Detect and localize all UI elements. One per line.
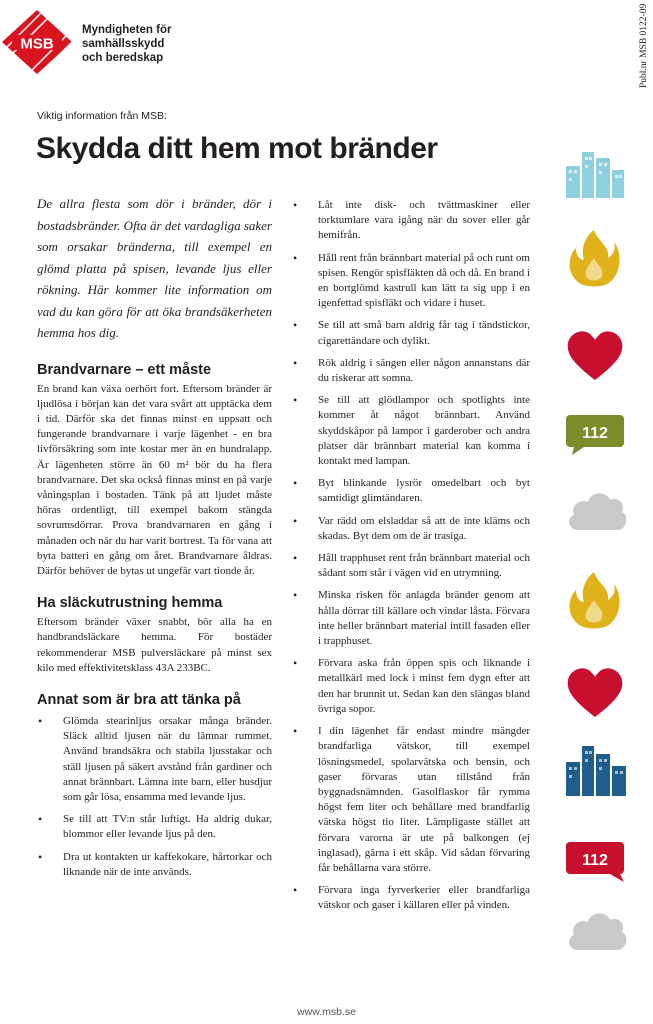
list-item: • Minska risken för anlagda bränder genom att hålla dörrar till källare och vindar låsta. Förvara inte heller brännbart material intill fasaden eller i trapphuset. — [292, 588, 530, 649]
publication-number: Publ.nr MSB 0122-09 — [639, 4, 649, 89]
badge-112-text: 112 — [582, 852, 608, 869]
org-line-1: Myndigheten för — [82, 24, 172, 36]
footer-url[interactable]: www.msb.se — [297, 1006, 356, 1018]
section-text-smoke-alarm: En brand kan växa oerhört fort. Eftersom bränder är ljudlösa i början kan det vara svårt att upptäcka dem i tid. Därför ska det finnas minst en uppsatt och fungerande brandvarnare i varje lägenhet - en bra livförsäkring som inte kostar mer än en hundralapp. Är lägenheten större än 60 m² bör du ha flera brandvarnare. Det ska också finnas minst en på varje våningsplan i bostaden. Tänk på att ljudet måste höras ordentligt, till exempel bakom stängda sovrumsdörrar. Prova brandvarnaren en gång i månaden och när du har varit bortrest. Ta för vana att byta batteri en gång om året. Brandvarnare åldras. Därför behöver de bytas ut ungefär vart tionde år. — [37, 382, 272, 577]
buildings-icon — [564, 740, 634, 796]
list-item: • Håll rent från brännbart material på och runt om spisen. Rengör spisfläkten då och då. En brand i en bortglömd kastrull kan lätt ta sig upp i en igenfettad spisfläkt och vidare i huset. — [292, 251, 530, 312]
list-item: • Glömda stearinljus orsakar många bränder. Släck alltid ljusen när du lämnar rummet. Använd brandsäkra och stabila ljusstakar och ställ ljusen på säkert avstånd från gardiner och annat brännbart. Lämna inte barn, eller husdjur som går lösa, ensamma med levande ljus. — [37, 714, 272, 805]
left-column — [37, 193, 272, 887]
intro-text: De allra flesta som dör i bränder, dör i bostadsbränder. Ofta är det vardagliga saker som orsakar bränderna, till exempel en glömd platta på spisen, levande ljus eller rökning. Här kommer lite information om vad du kan göra för att öka brandsäkerheten hemma hos dig. — [37, 196, 272, 340]
msb-logo — [2, 10, 72, 74]
page-title: Skydda ditt hem mot bränder — [36, 132, 438, 165]
flame-icon — [564, 228, 624, 290]
list-item: • Rök aldrig i sängen eller någon annanstans där du riskerar att somna. — [292, 356, 530, 386]
buildings-icon — [564, 148, 634, 198]
kicker: Viktig information från MSB: — [37, 110, 167, 122]
list-item: • I din lägenhet får endast mindre mängder brandfarliga vätskor, till exempel lösningsmedel, spolarvätska och bensin, och gaser förvaras utan tillstånd från byggnadsnämnden. Gasolflaskor får rymma högst fem liter och behållare med brandfarlig vätska högst tio liter. Lämpligaste stället att förvara varorna är ute på balkongen (ej inglasad), gärna i ett skåp. Vid sådan förvaring får behållarna vara större. — [292, 724, 530, 876]
org-line-3: och beredskap — [82, 52, 164, 64]
list-item: • Se till att glödlampor och spotlights inte kommer åt något brännbart. Använd skyddskåpor på lampor i garderober och andra platser där brännbart material kan komma i kontakt med lampan. — [292, 393, 530, 469]
right-bullet-list — [292, 198, 530, 914]
flame-icon — [564, 566, 624, 636]
heart-icon — [564, 664, 626, 720]
list-item: • Se till att små barn aldrig får tag i tändstickor, cigarettändare och dylikt. — [292, 318, 530, 348]
org-line-2: samhällsskydd — [82, 38, 165, 50]
section-text-extinguisher: Eftersom bränder växer snabbt, bör alla ha en handbrandsläckare hemma. För bostäder rekommenderar MSB pulversläckare på minst sex kilo med effektivitetsklass 43A 233BC. — [37, 616, 272, 674]
list-item: • Låt inte disk- och tvättmaskiner eller torktumlare vara igång när du sover eller går hemifrån. — [292, 198, 530, 244]
logo-text: MSB — [20, 35, 54, 53]
cloud-icon — [564, 488, 630, 534]
cloud-icon — [564, 908, 630, 954]
list-item: • Håll trapphuset rent från brännbart material och sådant som står i vägen vid en utrymning. — [292, 551, 530, 581]
list-item: • Förvara inga fyrverkerier eller brandfarliga vätskor och gaser i källaren eller på vinden. — [292, 883, 530, 913]
section-heading-extinguisher: Ha släckutrustning hemma — [37, 595, 223, 612]
list-item: • Var rädd om elsladdar så att de inte kläms och skadas. Byt dem om de är trasiga. — [292, 514, 530, 544]
section-heading-other: Annat som är bra att tänka på — [37, 691, 241, 708]
section-heading-smoke-alarm: Brandvarnare – ett måste — [37, 361, 212, 378]
list-item: • Dra ut kontakten ur kaffekokare, hårtorkar och liknande när de inte används. — [37, 850, 272, 880]
list-item: • Se till att TV:n står luftigt. Ha aldrig dukar, blommor eller levande ljus på den. — [37, 812, 272, 842]
left-bullet-list — [37, 714, 272, 880]
list-item: • Byt blinkande lysrör omedelbart och byt samtidigt glimtändaren. — [292, 476, 530, 506]
emergency-112-badge-icon — [564, 413, 630, 455]
emergency-112-badge-icon — [564, 840, 630, 882]
heart-icon — [564, 328, 626, 382]
org-name — [82, 23, 171, 65]
badge-112-text: 112 — [582, 425, 608, 442]
list-item: • Förvara aska från öppen spis och liknande i metallkärl med lock i minst fem dygn efter att den har brunnit ut. Sedan kan den slängas bland övriga sopor. — [292, 656, 530, 717]
right-column — [292, 198, 530, 921]
